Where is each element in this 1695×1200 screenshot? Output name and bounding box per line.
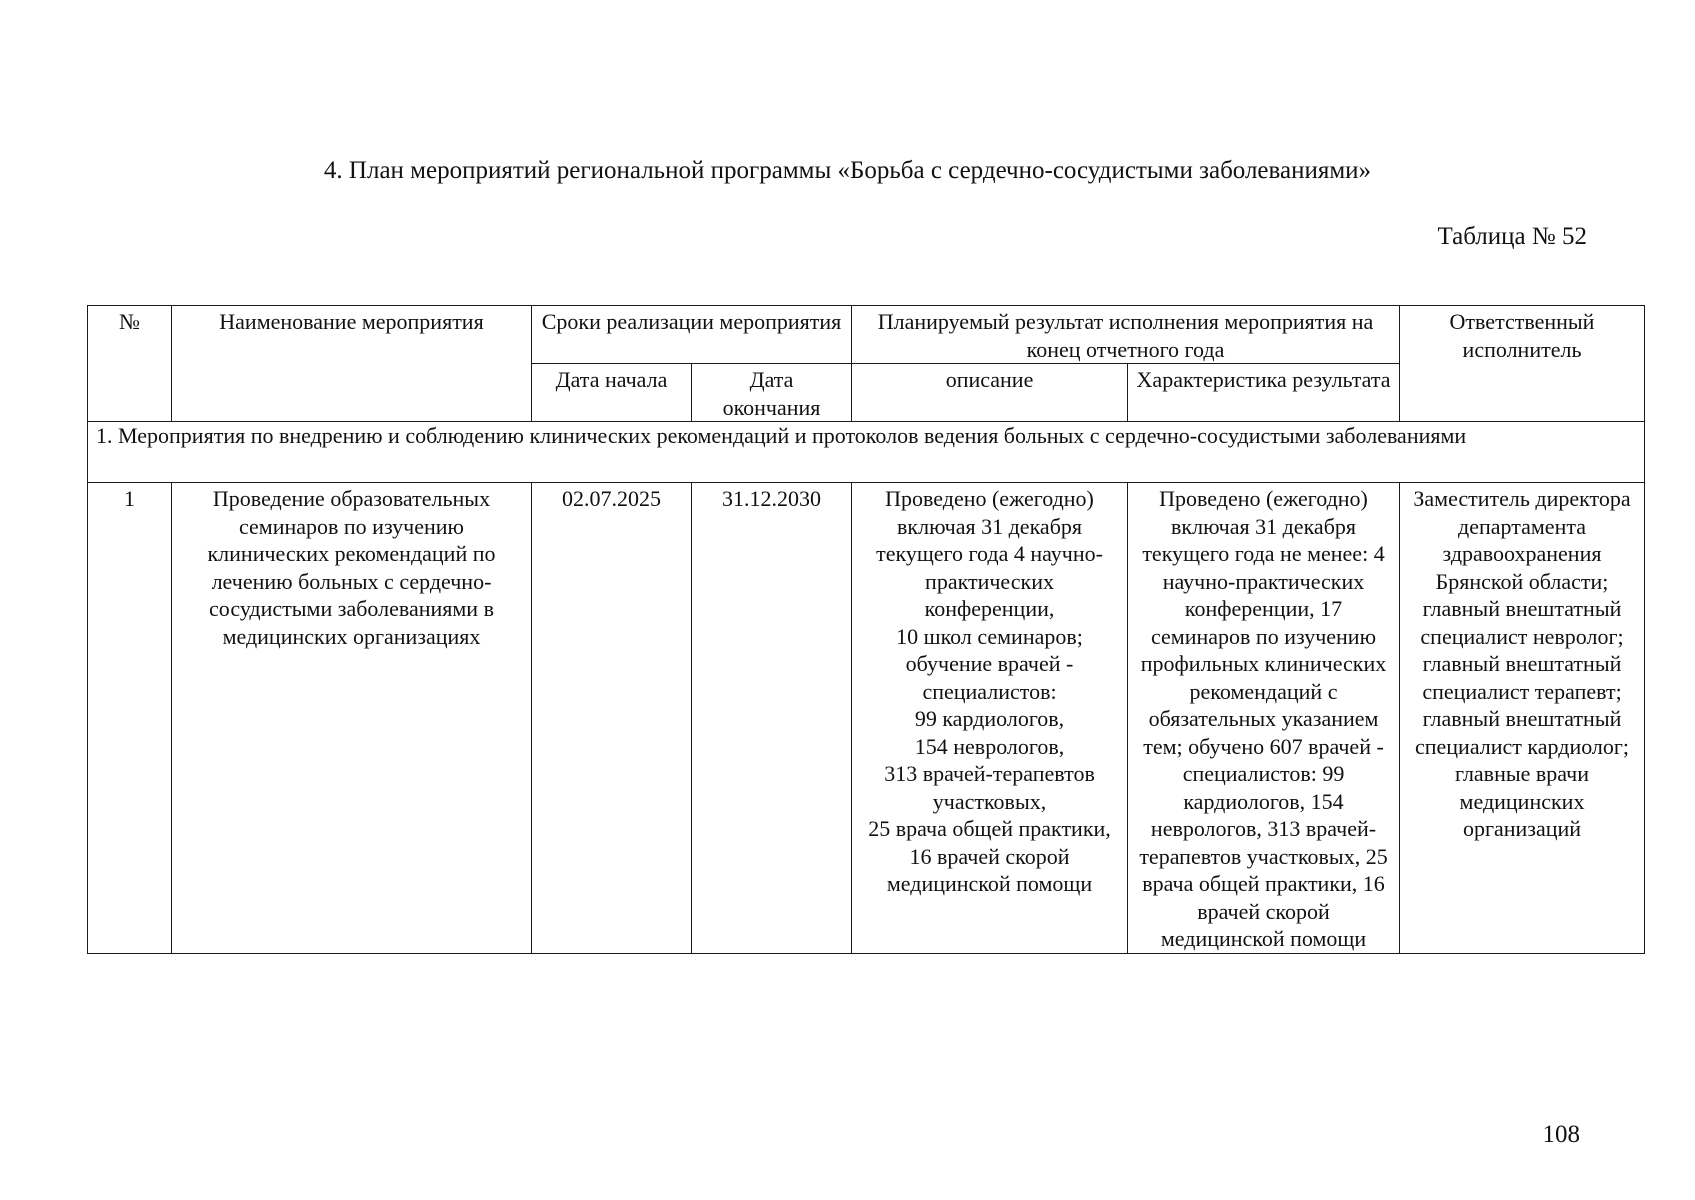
header-terms: Сроки реализации мероприятия	[532, 306, 852, 364]
table-row	[88, 483, 1645, 954]
header-result-characteristic: Характеристика результата	[1128, 364, 1400, 422]
row-description: Проведено (ежегодно) включая 31 декабря текущего года 4 научно-практических конференции, 10 школ семинаров; обучение врачей - специалистов: 99 кардиологов, 154 неврологов, 313 врачей-терапевтов участковых, 25 врача общей практики, 16 врачей скорой медицинской помощи	[852, 483, 1128, 954]
row-start-date: 02.07.2025	[532, 483, 692, 954]
page-number: 108	[1542, 1121, 1580, 1148]
header-row-1	[88, 306, 1645, 364]
header-start-date: Дата начала	[532, 364, 692, 422]
header-planned-result: Планируемый результат исполнения мероприятия на конец отчетного года	[852, 306, 1400, 364]
section-title: 1. Мероприятия по внедрению и соблюдению клинических рекомендаций и протоколов ведения больных с сердечно-сосудистыми заболеваниями	[88, 422, 1645, 483]
header-responsible: Ответственный исполнитель	[1400, 306, 1645, 422]
header-name: Наименование мероприятия	[172, 306, 532, 422]
header-end-date: Дата окончания	[692, 364, 852, 422]
row-end-date: 31.12.2030	[692, 483, 852, 954]
header-description: описание	[852, 364, 1128, 422]
row-number: 1	[88, 483, 172, 954]
row-result-characteristic: Проведено (ежегодно) включая 31 декабря текущего года не менее: 4 научно-практических конференции, 17 семинаров по изучению профильных клинических рекомендаций с обязательных указанием тем; обучено 607 врачей - специалистов: 99 кардиологов, 154 неврологов, 313 врачей-терапевтов участковых, 25 врача общей практики, 16 врачей скорой медицинской помощи	[1128, 483, 1400, 954]
header-number: №	[88, 306, 172, 422]
section-row	[88, 422, 1645, 483]
plan-table	[87, 305, 1645, 954]
page-title: 4. План мероприятий региональной программы «Борьба с сердечно-сосудистыми заболеваниями»	[323, 157, 1372, 184]
row-name: Проведение образовательных семинаров по изучению клинических рекомендаций по лечению больных с сердечно-сосудистыми заболеваниями в медицинских организациях	[172, 483, 532, 954]
row-responsible: Заместитель директора департамента здравоохранения Брянской области; главный внештатный специалист невролог; главный внештатный специалист терапевт; главный внештатный специалист кардиолог; главные врачи медицинских организаций	[1400, 483, 1645, 954]
table-number: Таблица № 52	[1437, 223, 1587, 250]
